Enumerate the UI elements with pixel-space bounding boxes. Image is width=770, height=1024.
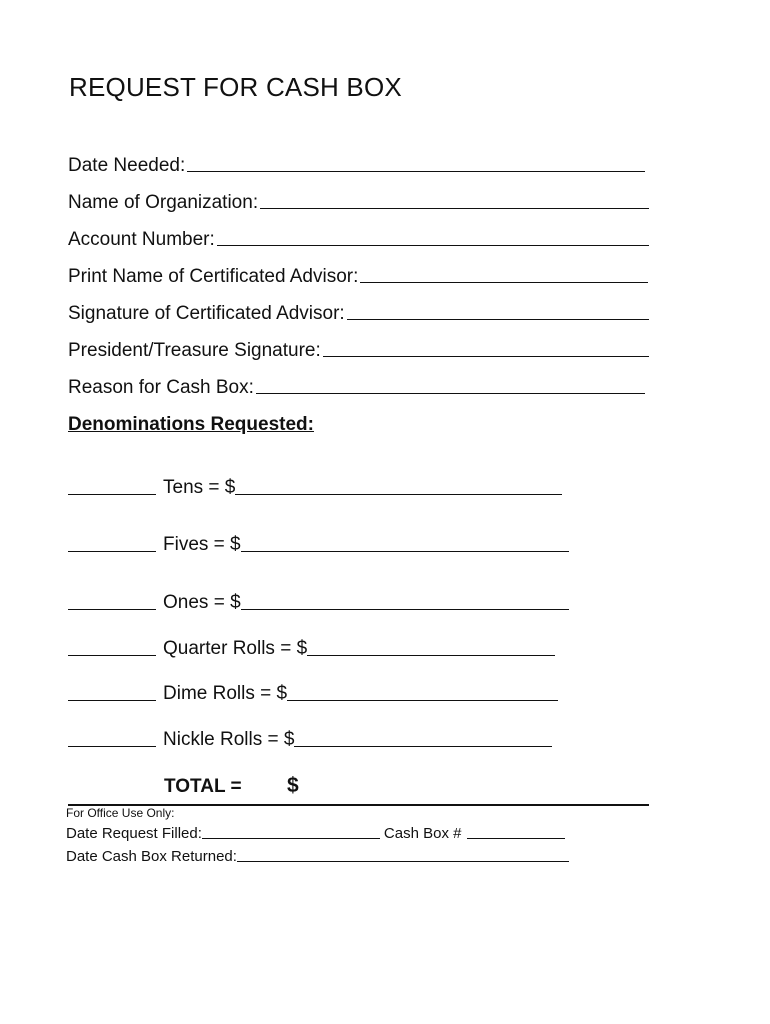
advisor-print-line[interactable] (360, 281, 648, 283)
reason-label: Reason for Cash Box: (68, 377, 254, 398)
quarter-rolls-label: Quarter Rolls = $ (163, 638, 308, 659)
advisor-print-field[interactable] (68, 251, 648, 288)
account-number-field[interactable] (68, 214, 649, 251)
form-title: REQUEST FOR CASH BOX (69, 72, 402, 102)
account-number-label: Account Number: (68, 229, 215, 250)
ones-quantity-line[interactable] (68, 608, 156, 610)
quarter-rolls-row[interactable] (68, 634, 555, 660)
total-dollar-sign: $ (287, 774, 299, 797)
date-needed-field[interactable] (68, 140, 645, 177)
nickle-rolls-amount-line[interactable] (294, 745, 552, 747)
fives-amount-line[interactable] (241, 550, 569, 552)
organization-line[interactable] (260, 207, 649, 209)
president-signature-label: President/Treasure Signature: (68, 340, 321, 361)
reason-field[interactable] (68, 362, 645, 399)
dime-rolls-row[interactable] (68, 679, 558, 705)
date-needed-label: Date Needed: (68, 155, 186, 176)
denominations-heading: Denominations Requested: (68, 414, 314, 435)
advisor-signature-line[interactable] (347, 318, 649, 320)
nickle-rolls-quantity-line[interactable] (68, 745, 156, 747)
dime-rolls-quantity-line[interactable] (68, 699, 156, 701)
account-number-line[interactable] (217, 244, 649, 246)
dime-rolls-label: Dime Rolls = $ (163, 683, 288, 704)
advisor-signature-field[interactable] (68, 288, 649, 325)
advisor-print-label: Print Name of Certificated Advisor: (68, 266, 359, 287)
total-row[interactable] (68, 772, 649, 806)
total-label: TOTAL = (164, 776, 242, 797)
request-fields (68, 140, 650, 399)
quarter-rolls-quantity-line[interactable] (68, 654, 156, 656)
tens-amount-line[interactable] (235, 493, 562, 495)
nickle-rolls-row[interactable] (68, 725, 552, 751)
date-filled-label: Date Request Filled: (66, 825, 202, 842)
nickle-rolls-label: Nickle Rolls = $ (163, 729, 295, 750)
fives-label: Fives = $ (163, 534, 241, 555)
date-filled-line[interactable] (202, 837, 380, 839)
office-returned-row[interactable] (66, 845, 569, 865)
ones-amount-line[interactable] (241, 608, 569, 610)
president-signature-field[interactable] (68, 325, 649, 362)
ones-row[interactable] (68, 588, 569, 614)
quarter-rolls-amount-line[interactable] (307, 654, 555, 656)
advisor-signature-label: Signature of Certificated Advisor: (68, 303, 345, 324)
office-filled-row[interactable] (66, 822, 565, 842)
organization-field[interactable] (68, 177, 649, 214)
date-needed-line[interactable] (187, 170, 645, 172)
cash-box-number-line[interactable] (467, 837, 565, 839)
office-use-heading: For Office Use Only: (66, 806, 175, 820)
organization-label: Name of Organization: (68, 192, 259, 213)
tens-label: Tens = $ (163, 477, 236, 498)
reason-line[interactable] (256, 392, 645, 394)
cash-box-number-label: Cash Box # (383, 825, 462, 842)
ones-label: Ones = $ (163, 592, 241, 613)
president-signature-line[interactable] (323, 355, 649, 357)
date-returned-line[interactable] (237, 860, 569, 862)
date-returned-label: Date Cash Box Returned: (66, 848, 237, 865)
dime-rolls-amount-line[interactable] (287, 699, 558, 701)
fives-quantity-line[interactable] (68, 550, 156, 552)
tens-quantity-line[interactable] (68, 493, 156, 495)
fives-row[interactable] (68, 530, 569, 556)
tens-row[interactable] (68, 473, 562, 499)
